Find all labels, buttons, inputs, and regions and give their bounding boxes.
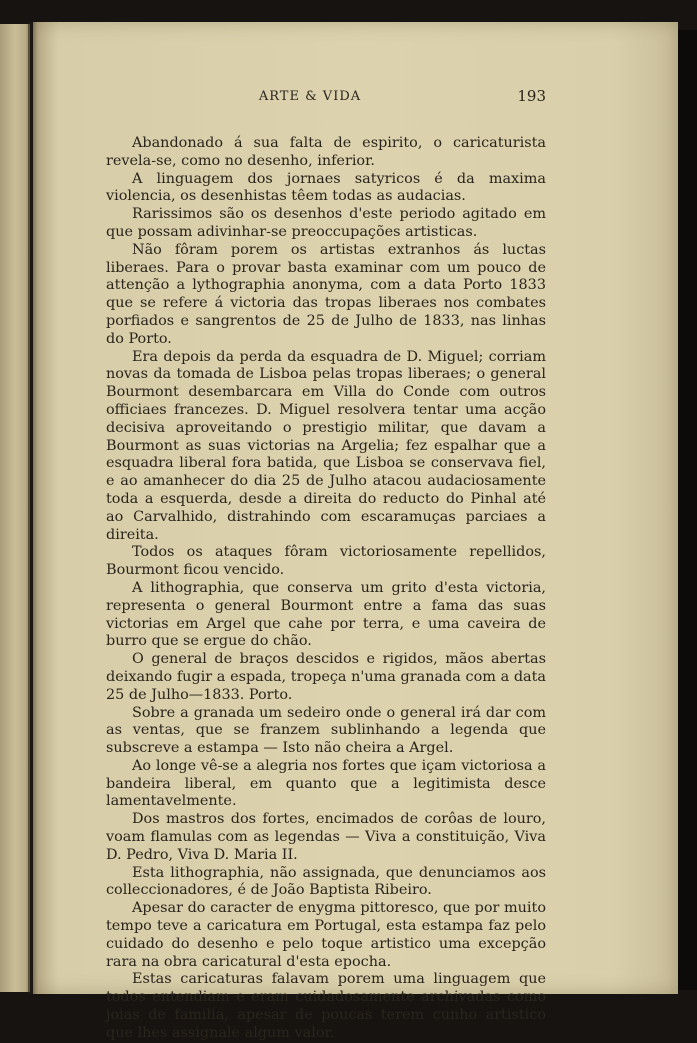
paragraph: Dos mastros dos fortes, encimados de corôas de louro, voam flamulas com as legendas — Viva a constituição, Viva D. Pedro, Viva D. Maria II. [106, 811, 546, 863]
paragraph: Todos os ataques fôram victoriosamente repellidos, Bourmont ficou vencido. [106, 544, 546, 579]
running-header: ARTE & VIDA [258, 89, 362, 104]
previous-page-edge [0, 24, 30, 992]
paragraph: Estas caricaturas falavam porem uma linguagem que todos entendiam e eram cuidadosamente archivadas como joias de familia, apesar de poucas terem cunho artistico que lhes assignale algum valor. [106, 971, 546, 1041]
paragraph: Não fôram porem os artistas extranhos ás luctas liberaes. Para o provar basta examinar com um pouco de attenção a lythographia anonyma, com a data Porto 1833 que se refere á victoria das tropas liberaes nos combates porfiados e sangrentos de 25 de Julho de 1833, nas linhas do Porto. [106, 241, 546, 347]
paragraph: A lithographia, que conserva um grito d'esta victoria, representa o general Bourmont entre a fama das suas victorias em Argel que cahe por terra, e uma caveira de burro que se ergue do chão. [106, 579, 546, 650]
paragraph: Apesar do caracter de enygma pittoresco, que por muito tempo teve a caricatura em Portugal, esta estampa faz pelo cuidado do desenho e pelo toque artistico uma excepção rara na obra caricatural d'esta epocha. [106, 900, 546, 970]
paragraph: Esta lithographia, não assignada, que denunciamos aos colleccionadores, é de João Baptista Ribeiro. [106, 864, 546, 899]
page-edge-shadow [678, 30, 697, 990]
paragraph: Rarissimos são os desenhos d'este periodo agitado em que possam adivinhar-se preoccupações artisticas. [106, 206, 546, 240]
paragraph: Sobre a granada um sedeiro onde o general irá dar com as ventas, que se franzem sublinhando a legenda que subscreve a estampa — Isto não cheira a Argel. [106, 704, 546, 757]
gutter-shadow [28, 22, 38, 994]
paragraph: Era depois da perda da esquadra de D. Miguel; corriam novas da tomada de Lisboa pelas tropas liberaes; o general Bourmont desembarcara em Villa do Conde com outros officiaes francezes. D. Miguel resolvera tentar uma acção decisiva aproveitando o prestigio militar, que davam a Bourmont as suas victorias na Argelia; fez espalhar que a esquadra liberal fora batida, que Lisboa se conservava fiel, e ao amanhecer do dia 25 de Julho atacou audaciosamente toda a esquerda, desde a direita do reducto do Pinhal até ao Carvalhido, distrahindo com escaramuças parciaes a direita. [106, 348, 546, 543]
paragraph: A linguagem dos jornaes satyricos é da maxima violencia, os desenhistas têem todas as audacias. [106, 170, 546, 205]
page-number: 193 [517, 87, 546, 105]
paragraph: Ao longe vê-se a alegria nos fortes que içam victoriosa a bandeira liberal, em quanto que a legitimista desce lamentavelmente. [106, 757, 546, 810]
paragraph: Abandonado á sua falta de espirito, o caricaturista revela-se, como no desenho, inferior. [106, 135, 546, 169]
paragraph: O general de braços descidos e rigidos, mãos abertas deixando fugir a espada, tropeça n'uma granada com a data 25 de Julho—1833. Porto. [106, 651, 546, 703]
body-text [106, 135, 546, 1043]
